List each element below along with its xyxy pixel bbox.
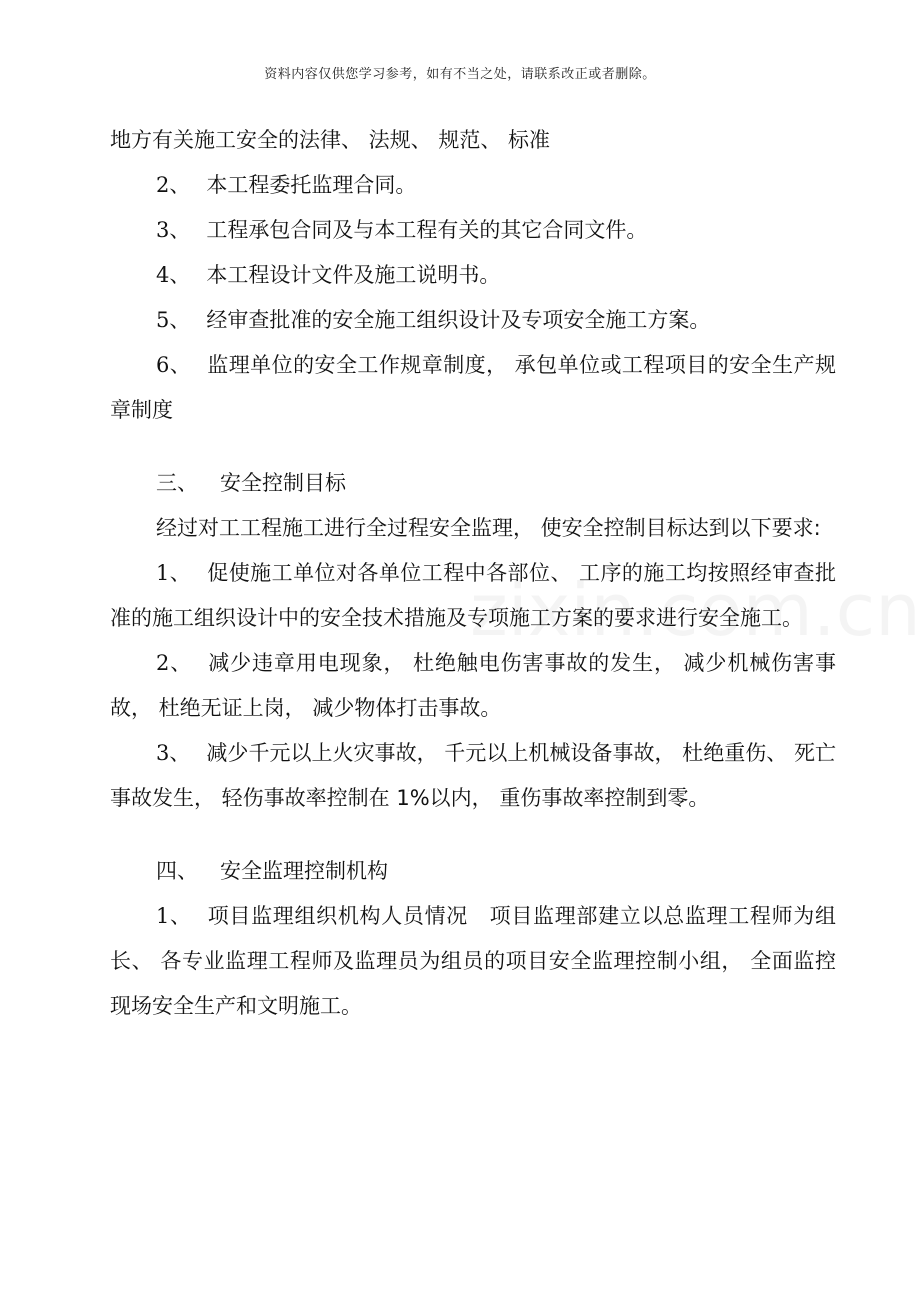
goal-item-number: 2、 — [156, 651, 193, 675]
goal-item-number: 3、 — [156, 741, 191, 765]
goal-item-text: 促使施工单位对各单位工程中各部位、 工序的施工均按照经审查批准的施工组织设计中的安全技术措施及专项施工方案的要求进行安全施工。 — [110, 561, 836, 630]
basis-item-text: 监理单位的安全工作规章制度， 承包单位或工程项目的安全生产规章制度 — [110, 353, 836, 422]
basis-item-text: 工程承包合同及与本工程有关的其它合同文件。 — [206, 218, 648, 242]
basis-item-number: 3、 — [156, 218, 191, 242]
basis-item-3 — [110, 208, 836, 253]
basis-item-6 — [110, 343, 836, 433]
goal-item-text: 减少千元以上火灾事故， 千元以上机械设备事故， 杜绝重伤、 死亡事故发生， 轻伤事故率控制在 1%以内， 重伤事故率控制到零。 — [110, 741, 836, 810]
basis-item-text: 经审查批准的安全施工组织设计及专项安全施工方案。 — [206, 308, 711, 332]
section-title: 安全控制目标 — [220, 471, 346, 495]
goal-item-2 — [110, 641, 836, 731]
org-item-text: 项目监理组织机构人员情况 项目监理部建立以总监理工程师为组长、 各专业监理工程师及监理员为组员的项目安全监理控制小组， 全面监控现场安全生产和文明施工。 — [110, 904, 836, 1018]
basis-item-number: 4、 — [156, 263, 191, 287]
intro-line: 地方有关施工安全的法律、 法规、 规范、 标准 — [110, 128, 551, 152]
section-heading-4 — [110, 849, 836, 894]
header-disclaimer: 资料内容仅供您学习参考，如有不当之处，请联系改正或者删除。 — [264, 67, 656, 82]
goal-item-number: 1、 — [156, 561, 192, 585]
section3-intro: 经过对工工程施工进行全过程安全监理， 使安全控制目标达到以下要求: — [156, 516, 821, 540]
basis-item-5 — [110, 298, 836, 343]
goal-item-1 — [110, 551, 836, 641]
section-number: 四、 — [156, 859, 198, 883]
basis-item-4 — [110, 253, 836, 298]
section-number: 三、 — [156, 471, 198, 495]
basis-item-number: 6、 — [156, 353, 192, 377]
basis-item-2 — [110, 163, 836, 208]
org-item-number: 1、 — [156, 904, 192, 928]
section-title: 安全监理控制机构 — [220, 859, 388, 883]
document-body — [110, 118, 836, 1029]
goal-item-text: 减少违章用电现象， 杜绝触电伤害事故的发生， 减少机械伤害事故， 杜绝无证上岗， 减少物体打击事故。 — [110, 651, 836, 720]
basis-item-text: 本工程设计文件及施工说明书。 — [206, 263, 501, 287]
basis-item-text: 本工程委托监理合同。 — [206, 173, 417, 197]
org-item-1 — [110, 894, 836, 1029]
goal-item-3 — [110, 731, 836, 821]
basis-item-number: 2、 — [156, 173, 191, 197]
basis-item-number: 5、 — [156, 308, 191, 332]
section-heading-3 — [110, 461, 836, 506]
